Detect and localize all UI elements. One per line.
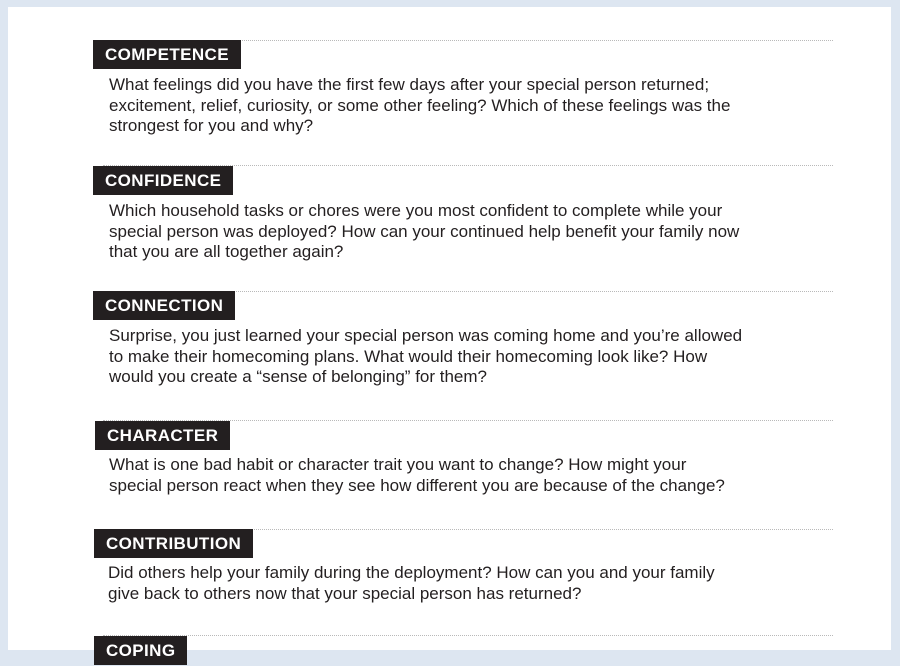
worksheet-page <box>8 7 891 660</box>
section-label-connection: CONNECTION <box>93 291 235 320</box>
question-competence: What feelings did you have the first few days after your special person returned; excitement, relief, curiosity, or some other feeling? Which of these feelings was the strongest for you and why? <box>109 75 731 135</box>
question-connection: Surprise, you just learned your special person was coming home and you’re allowed to make their homecoming plans. What would their homecoming look like? How would you create a “sense of belonging” for them? <box>109 326 743 386</box>
section-label-character: CHARACTER <box>95 421 230 450</box>
section-divider <box>103 635 833 636</box>
question-character: What is one bad habit or character trait you want to change? How might your special person react when they see how different you are because of the change? <box>109 455 725 495</box>
section-label-confidence: CONFIDENCE <box>93 166 233 195</box>
question-confidence: Which household tasks or chores were you most confident to complete while your special person was deployed? How can your continued help benefit your family now that you are all together again? <box>109 201 740 261</box>
section-label-contribution: CONTRIBUTION <box>94 529 253 558</box>
section-label-coping: COPING <box>94 636 187 665</box>
section-label-competence: COMPETENCE <box>93 40 241 69</box>
question-contribution: Did others help your family during the deployment? How can you and your family give back to others now that your special person has returned? <box>108 563 715 603</box>
